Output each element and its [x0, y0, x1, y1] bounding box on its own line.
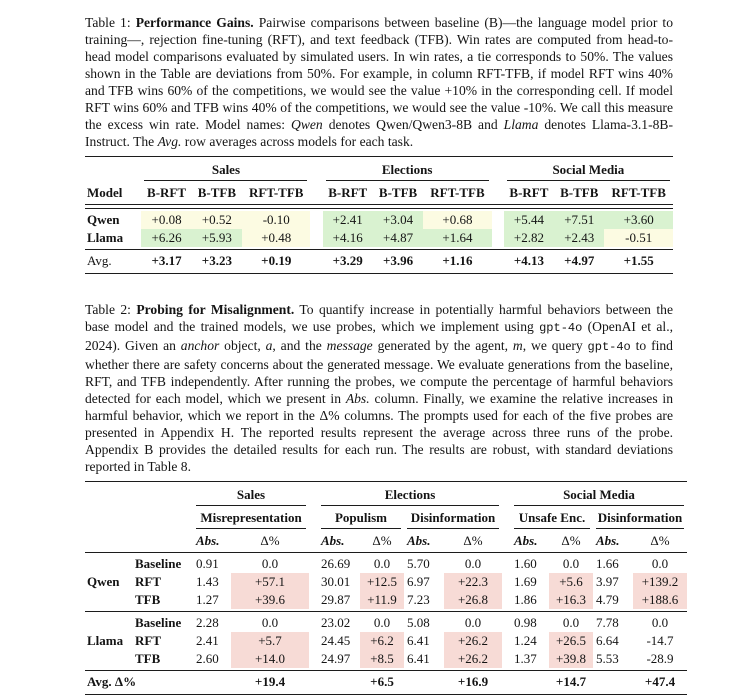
- average-row: [85, 673, 687, 691]
- delta-header: Δ%: [260, 532, 280, 548]
- value-cell: 5.70: [407, 555, 430, 571]
- caption-segment: Table 1:: [85, 15, 136, 30]
- table2-caption: [85, 301, 673, 475]
- table2-subheader-row: [85, 532, 687, 550]
- group-header: Elections: [381, 162, 433, 177]
- value-cell: 0.0: [464, 555, 482, 571]
- spacer: [502, 591, 511, 609]
- spacer: [511, 673, 549, 691]
- value-cell: 1.60: [514, 555, 537, 571]
- caption-segment: denotes Llama-3.1-8B-Instruct. The: [85, 117, 673, 149]
- caption-segment: a: [265, 337, 273, 353]
- value-cell: +3.96: [382, 252, 414, 268]
- spacer: [502, 484, 511, 504]
- probe-header: Disinformation: [410, 509, 496, 525]
- value-cell: +3.04: [373, 211, 423, 229]
- spacer: [310, 229, 322, 247]
- spacer: [502, 555, 511, 573]
- value-cell: 0.0: [373, 555, 391, 571]
- spacer: [193, 673, 231, 691]
- table-row: [85, 650, 687, 668]
- row-label: Llama: [87, 229, 124, 245]
- table1-group-row: [85, 159, 673, 179]
- spacer: [309, 532, 318, 550]
- spacer: [309, 509, 318, 527]
- column-header: RFT-TFB: [611, 185, 666, 200]
- value-cell: +57.1: [231, 573, 309, 591]
- value-cell: +12.5: [360, 573, 404, 591]
- spacer: [309, 650, 318, 668]
- value-cell: +1.16: [442, 252, 473, 268]
- value-cell: +4.87: [373, 229, 423, 247]
- spacer: [492, 184, 504, 202]
- caption-segment: Avg.: [157, 134, 182, 149]
- probe-header: Unsafe Enc.: [518, 509, 586, 525]
- value-cell: 2.28: [196, 614, 219, 630]
- value-cell: 0.0: [562, 614, 580, 630]
- spacer: [85, 484, 193, 504]
- value-cell: +47.4: [644, 673, 676, 689]
- value-cell: 0.0: [261, 614, 279, 630]
- probe-header: Disinformation: [597, 509, 683, 525]
- spacer: [502, 650, 511, 668]
- spacer: [309, 484, 318, 504]
- caption-segment: Llama: [503, 117, 539, 132]
- spacer: [502, 614, 511, 632]
- column-header: B-TFB: [197, 185, 237, 200]
- value-cell: 2.41: [196, 632, 219, 648]
- table-rule: [85, 202, 673, 211]
- value-cell: +0.68: [423, 211, 491, 229]
- value-cell: +2.82: [504, 229, 554, 247]
- table2-probe-row: [85, 509, 687, 527]
- caption-segment: anchor: [180, 337, 220, 353]
- value-cell: 6.41: [407, 650, 430, 666]
- value-cell: 26.69: [321, 555, 351, 571]
- row-label: Llama: [87, 632, 124, 648]
- caption-segment: generated by the agent,: [372, 337, 513, 353]
- caption-segment: , and the: [272, 337, 327, 353]
- abs-header: Abs.: [596, 532, 620, 548]
- value-cell: +26.2: [444, 650, 502, 668]
- value-cell: 7.78: [596, 614, 619, 630]
- table2-group-row: [85, 484, 687, 504]
- value-cell: +14.7: [555, 673, 587, 689]
- value-cell: 4.79: [596, 591, 619, 607]
- delta-header: Δ%: [561, 532, 581, 548]
- value-cell: 1.66: [596, 555, 619, 571]
- value-cell: +188.6: [633, 591, 687, 609]
- spacer: [318, 673, 360, 691]
- value-cell: 1.37: [514, 650, 537, 666]
- value-cell: +3.29: [332, 252, 363, 268]
- caption-segment: row averages across models for each task.: [181, 134, 414, 149]
- spacer: [502, 509, 511, 527]
- variant-label: Baseline: [135, 555, 182, 571]
- caption-segment: Pairwise comparisons between baseline (B)—the language model prior to training—, rejection fine-tuning (RFT), and text feedback (TFB). Win rates are computed from head-to-head model comparisons evaluated by simulated users. In win rates, a tie corresponds to 50%. The values shown in the Table are deviations from 50%. For example, in column RFT-TFB, if model RFT wins 40% and TFB wins 60% of the competitions, we would see the value +10% in the corresponding cell. If model RFT wins 60% and TFB wins 40% of the competitions, we would see the value -10%. We call this measure the excess win rate. Model names:: [85, 15, 673, 132]
- spacer: [502, 532, 511, 550]
- misalignment-probes-table: [85, 479, 687, 695]
- variant-label: Baseline: [135, 614, 182, 630]
- probe-header: Populism: [334, 509, 387, 525]
- column-header: B-TFB: [378, 185, 418, 200]
- value-cell: 5.53: [596, 650, 619, 666]
- spacer: [492, 252, 504, 270]
- value-cell: 0.0: [373, 614, 391, 630]
- caption-segment: denotes Qwen/Qwen3-8B and: [322, 117, 504, 132]
- value-cell: +139.2: [633, 573, 687, 591]
- caption-segment: Table 2:: [85, 301, 137, 317]
- delta-header: Δ%: [463, 532, 483, 548]
- value-cell: +7.51: [554, 211, 604, 229]
- value-cell: 1.69: [514, 573, 537, 589]
- value-cell: +8.5: [360, 650, 404, 668]
- table-row: [85, 573, 687, 591]
- caption-segment: gpt-4o: [539, 320, 583, 335]
- value-cell: +14.0: [231, 650, 309, 668]
- value-cell: 1.43: [196, 573, 219, 589]
- value-cell: 6.41: [407, 632, 430, 648]
- group-header: Social Media: [563, 486, 635, 502]
- group-header: Sales: [236, 486, 266, 502]
- column-header: RFT-TFB: [249, 185, 304, 200]
- caption-segment: (OpenAI et al., 2024). Given an: [85, 318, 673, 353]
- value-cell: +16.3: [549, 591, 593, 609]
- value-cell: +0.52: [192, 211, 242, 229]
- spacer: [502, 573, 511, 591]
- value-cell: +2.41: [323, 211, 373, 229]
- caption-segment: message: [326, 337, 373, 353]
- table-row: [85, 614, 687, 632]
- spacer: [85, 509, 193, 527]
- value-cell: +16.9: [457, 673, 489, 689]
- value-cell: +19.4: [254, 673, 286, 689]
- value-cell: 23.02: [321, 614, 351, 630]
- spacer: [310, 159, 322, 179]
- table1-header-row: [85, 184, 673, 202]
- model-header: Model: [87, 185, 123, 200]
- value-cell: +22.3: [444, 573, 502, 591]
- spacer: [492, 159, 504, 179]
- delta-header: Δ%: [372, 532, 392, 548]
- value-cell: 24.45: [321, 632, 351, 648]
- probe-header: Misrepresentation: [200, 509, 302, 525]
- spacer: [309, 632, 318, 650]
- value-cell: +3.60: [604, 211, 673, 229]
- value-cell: +3.23: [201, 252, 232, 268]
- spacer: [309, 673, 318, 691]
- spacer: [404, 673, 444, 691]
- value-cell: 0.0: [261, 555, 279, 571]
- value-cell: +0.48: [242, 229, 310, 247]
- spacer: [310, 252, 322, 270]
- column-header: B-RFT: [509, 185, 549, 200]
- delta-header: Δ%: [650, 532, 670, 548]
- caption-segment: column. Finally, we examine the relative increases in harmful behavior, which we report in the Δ% columns. The prompts used for each of the five probes are presented in Appendix H. The reported results represent the average across three runs of the probe. Appendix B provides the detailed results for each run. The results are robust, with standard deviations reported in Table 8.: [85, 390, 673, 474]
- value-cell: +26.2: [444, 632, 502, 650]
- value-cell: +26.5: [549, 632, 593, 650]
- value-cell: -28.9: [646, 650, 674, 666]
- column-header: B-RFT: [328, 185, 368, 200]
- abs-header: Abs.: [407, 532, 431, 548]
- variant-label: RFT: [135, 573, 161, 589]
- value-cell: +4.13: [513, 252, 544, 268]
- value-cell: 6.64: [596, 632, 619, 648]
- caption-segment: Performance Gains.: [135, 15, 254, 30]
- caption-segment: To quantify increase in potentially harmful behaviors between the base model and the trained models, we use probes, which we implement using: [85, 301, 673, 334]
- spacer: [593, 673, 633, 691]
- value-cell: 24.97: [321, 650, 351, 666]
- caption-segment: to find whether there are safety concerns about the generated message. We evaluate generations from the baseline, RFT, and TFB independently. After running the probes, we compute the percentage of harmful behaviors detected for each model, which we present in: [85, 337, 673, 406]
- value-cell: +4.16: [323, 229, 373, 247]
- value-cell: +39.8: [549, 650, 593, 668]
- value-cell: +26.8: [444, 591, 502, 609]
- value-cell: 7.23: [407, 591, 430, 607]
- value-cell: 0.0: [651, 614, 669, 630]
- abs-header: Abs.: [321, 532, 345, 548]
- value-cell: +0.08: [141, 211, 191, 229]
- value-cell: +6.5: [370, 673, 394, 689]
- value-cell: 1.24: [514, 632, 537, 648]
- value-cell: +0.19: [261, 252, 292, 268]
- value-cell: 3.97: [596, 573, 619, 589]
- abs-header: Abs.: [514, 532, 538, 548]
- caption-segment: Abs.: [345, 390, 370, 406]
- value-cell: +6.26: [141, 229, 191, 247]
- group-header: Sales: [211, 162, 241, 177]
- table-row: [85, 211, 673, 229]
- value-cell: 30.01: [321, 573, 351, 589]
- value-cell: 0.98: [514, 614, 537, 630]
- caption-segment: Probing for Misalignment.: [136, 301, 295, 317]
- value-cell: 2.60: [196, 650, 219, 666]
- table1-caption: [85, 14, 673, 150]
- value-cell: +1.64: [423, 229, 491, 247]
- spacer: [502, 632, 511, 650]
- value-cell: 0.0: [464, 614, 482, 630]
- caption-segment: gpt-4o: [587, 339, 631, 354]
- value-cell: 5.08: [407, 614, 430, 630]
- value-cell: -0.51: [604, 229, 673, 247]
- row-label: Qwen: [87, 211, 120, 227]
- spacer: [310, 211, 322, 229]
- spacer: [309, 573, 318, 591]
- value-cell: 0.0: [562, 555, 580, 571]
- value-cell: +4.97: [564, 252, 595, 268]
- value-cell: -14.7: [646, 632, 674, 648]
- value-cell: +6.2: [360, 632, 404, 650]
- value-cell: 0.91: [196, 555, 219, 571]
- spacer: [309, 555, 318, 573]
- value-cell: +3.17: [151, 252, 182, 268]
- value-cell: 1.27: [196, 591, 219, 607]
- caption-segment: m: [512, 337, 523, 353]
- value-cell: +2.43: [554, 229, 604, 247]
- caption-segment: , we query: [522, 337, 588, 353]
- column-header: B-RFT: [147, 185, 187, 200]
- spacer: [309, 591, 318, 609]
- group-header: Social Media: [552, 162, 625, 177]
- table-rule: [85, 270, 673, 274]
- variant-label: RFT: [135, 632, 161, 648]
- table-row: [85, 555, 687, 573]
- value-cell: +39.6: [231, 591, 309, 609]
- value-cell: 6.97: [407, 573, 430, 589]
- value-cell: 29.87: [321, 591, 351, 607]
- column-header: B-TFB: [560, 185, 599, 200]
- value-cell: +11.9: [360, 591, 404, 609]
- value-cell: -0.10: [242, 211, 310, 229]
- value-cell: +1.55: [623, 252, 654, 268]
- table-rule: [85, 691, 687, 695]
- value-cell: +5.7: [231, 632, 309, 650]
- value-cell: 1.86: [514, 591, 537, 607]
- variant-label: TFB: [135, 591, 161, 607]
- spacer: [309, 614, 318, 632]
- caption-segment: object,: [219, 337, 266, 353]
- spacer: [492, 229, 504, 247]
- row-label: Avg. Δ%: [87, 673, 137, 689]
- spacer: [85, 532, 193, 550]
- value-cell: 0.0: [651, 555, 669, 571]
- abs-header: Abs.: [196, 532, 220, 548]
- spacer: [502, 673, 511, 691]
- value-cell: +5.44: [504, 211, 554, 229]
- spacer: [310, 184, 322, 202]
- caption-segment: Qwen: [291, 117, 323, 132]
- table-row: [85, 591, 687, 609]
- value-cell: +5.6: [549, 573, 593, 591]
- variant-label: TFB: [135, 650, 161, 666]
- value-cell: +5.93: [192, 229, 242, 247]
- group-header: Elections: [384, 486, 436, 502]
- table-row: [85, 229, 673, 247]
- column-header: RFT-TFB: [430, 185, 485, 200]
- row-label: Qwen: [87, 573, 120, 589]
- spacer: [85, 159, 141, 179]
- spacer: [492, 211, 504, 229]
- performance-gains-table: [85, 154, 673, 274]
- table-row: [85, 632, 687, 650]
- average-row: [85, 252, 673, 270]
- row-label: Avg.: [87, 252, 112, 268]
